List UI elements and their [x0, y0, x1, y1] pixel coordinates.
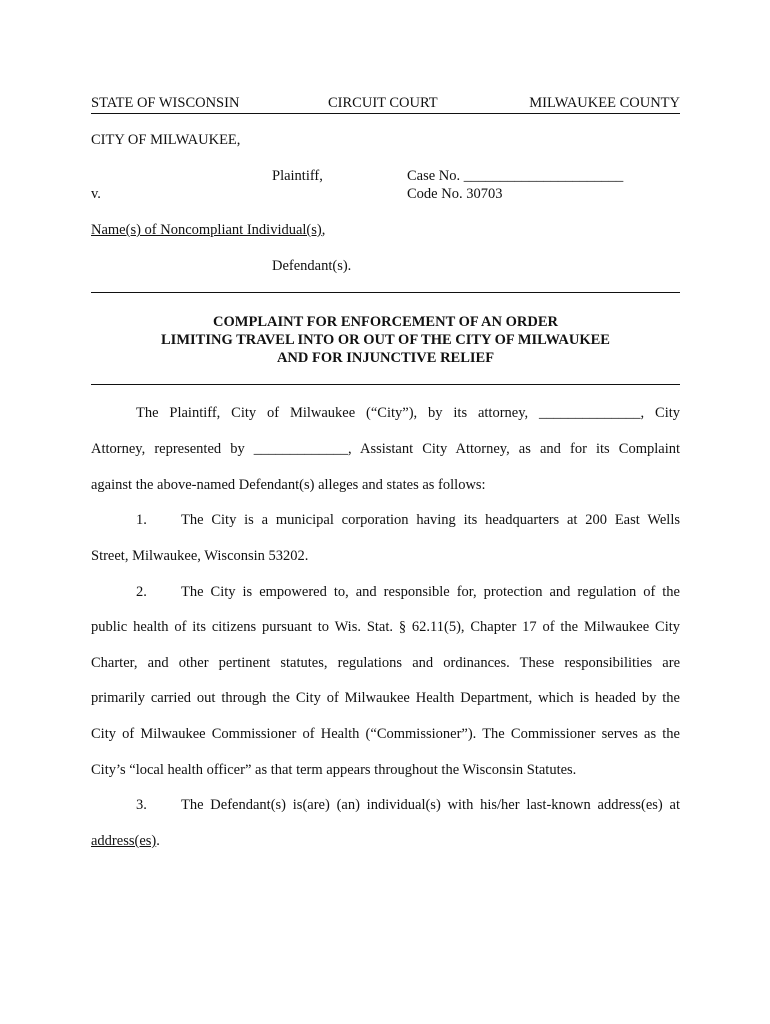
plaintiff-label: Plaintiff,	[272, 168, 323, 184]
intro-line-2: Attorney, represented by _____________, Assistant City Attorney, as and for its Complaint	[91, 441, 680, 457]
paragraph-2-line-6: City’s “local health officer” as that term appears throughout the Wisconsin Statutes.	[91, 762, 577, 778]
paragraph-2-line-1-text: The City is empowered to, and responsible for, protection and regulation of the	[181, 584, 680, 600]
paragraph-2-line-4: primarily carried out through the City of Milwaukee Health Department, which is headed by the	[91, 690, 680, 706]
paragraph-3-line-2	[91, 832, 160, 850]
paragraph-1-number: 1.	[136, 512, 147, 528]
defendant-name-comma: ,	[321, 222, 326, 238]
title-line-1: COMPLAINT FOR ENFORCEMENT OF AN ORDER	[213, 314, 558, 330]
paragraph-2-line-2: public health of its citizens pursuant to Wis. Stat. § 62.11(5), Chapter 17 of the Milwaukee City	[91, 619, 680, 635]
paragraph-3-number: 3.	[136, 797, 147, 813]
caption-divider-top	[91, 292, 680, 293]
defendant-label: Defendant(s).	[272, 258, 352, 274]
county-label: MILWAUKEE COUNTY	[529, 95, 680, 111]
paragraph-1-line-1	[91, 511, 680, 529]
defendant-name-text: Name(s) of Noncompliant Individual(s)	[91, 222, 322, 238]
state-label: STATE OF WISCONSIN	[91, 95, 240, 111]
paragraph-2-number: 2.	[136, 584, 147, 600]
paragraph-1-line-2: Street, Milwaukee, Wisconsin 53202.	[91, 548, 309, 564]
paragraph-2-line-3: Charter, and other pertinent statutes, regulations and ordinances. These responsibilities are	[91, 655, 680, 671]
versus-label: v.	[91, 186, 101, 202]
defendant-address: address(es)	[91, 833, 157, 849]
paragraph-3-period: .	[156, 833, 160, 849]
paragraph-2-line-5: City of Milwaukee Commissioner of Health (“Commissioner”). The Commissioner serves as the	[91, 726, 680, 742]
paragraph-1-line-1-text: The City is a municipal corporation having its headquarters at 200 East Wells	[181, 512, 680, 528]
defendant-name	[91, 221, 325, 239]
paragraph-2-line-1	[91, 583, 680, 601]
code-number: Code No. 30703	[407, 186, 503, 202]
title-line-2: LIMITING TRAVEL INTO OR OUT OF THE CITY OF MILWAUKEE	[161, 332, 610, 348]
court-label: CIRCUIT COURT	[328, 95, 438, 111]
case-number: Case No. ______________________	[407, 168, 624, 184]
intro-line-3: against the above-named Defendant(s) alleges and states as follows:	[91, 477, 486, 493]
caption-divider-bottom	[91, 384, 680, 385]
paragraph-3-line-1-text: The Defendant(s) is(are) (an) individual(s) with his/her last-known address(es) at	[181, 797, 680, 813]
document-title	[91, 313, 680, 367]
plaintiff-name: CITY OF MILWAUKEE,	[91, 132, 241, 148]
title-line-3: AND FOR INJUNCTIVE RELIEF	[276, 350, 495, 366]
caption-header	[91, 94, 680, 114]
paragraph-3-line-1	[91, 796, 680, 814]
intro-line-1: The Plaintiff, City of Milwaukee (“City”), by its attorney, ______________, City	[136, 405, 680, 421]
